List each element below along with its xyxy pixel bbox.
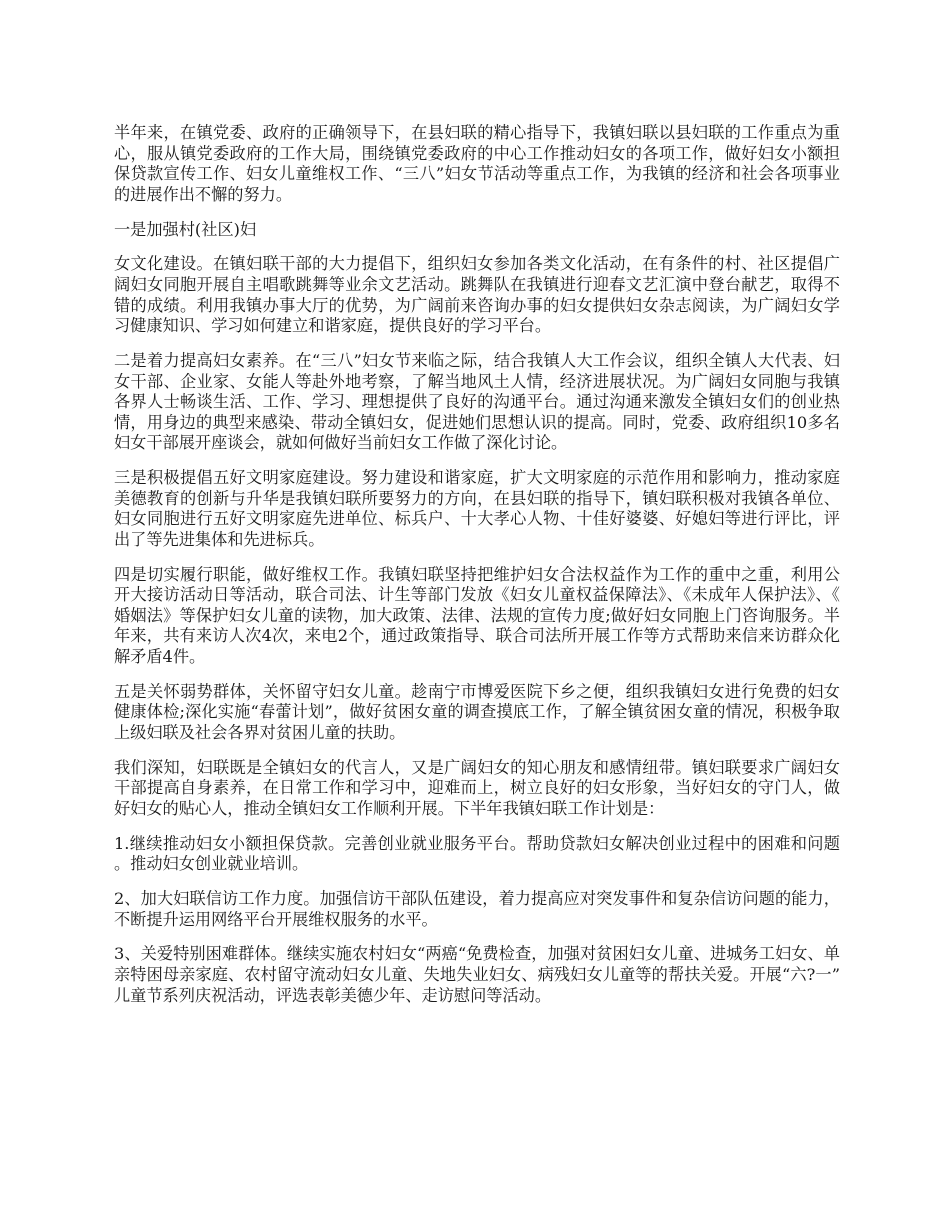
paragraph-summary: 我们深知，妇联既是全镇妇女的代言人，又是广阔妇女的知心朋友和感情纽带。镇妇联要求广阔妇女干部提高自身素养，在日常工作和学习中，迎难而上，树立良好的妇女形象，当好妇女的守门人，做好妇女的贴心人，推动全镇妇女工作顺利开展。下半年我镇妇联工作计划是： <box>114 757 840 818</box>
paragraph-care: 五是关怀弱势群体，关怀留守妇女儿童。趁南宁市博爱医院下乡之便，组织我镇妇女进行免费的妇女健康体检;深化实施“春蕾计划”，做好贫困女童的调查摸底工作，了解全镇贫困女童的情况，积极争取上级妇联及社会各界对贫困儿童的扶助。 <box>114 681 840 742</box>
document-body <box>114 123 840 1020</box>
paragraph-quality: 二是着力提高妇女素养。在“三八”妇女节来临之际，结合我镇人大工作会议，组织全镇人大代表、妇女干部、企业家、女能人等赴外地考察，了解当地风土人情，经济进展状况。为广阔妇女同胞与我镇各界人士畅谈生活、工作、学习、理想提供了良好的沟通平台。通过沟通来激发全镇妇女们的创业热情，用身边的典型来感染、带动全镇妇女，促进她们思想认识的提高。同时，党委、政府组织10多名妇女干部展开座谈会，就如何做好当前妇女工作做了深化讨论。 <box>114 350 840 453</box>
paragraph-family: 三是积极提倡五好文明家庭建设。努力建设和谐家庭，扩大文明家庭的示范作用和影响力，推动家庭美德教育的创新与升华是我镇妇联所要努力的方向，在县妇联的指导下，镇妇联积极对我镇各单位、妇女同胞进行五好文明家庭先进单位、标兵户、十大孝心人物、十佳好婆婆、好媳妇等进行评比，评出了等先进集体和先进标兵。 <box>114 468 840 549</box>
paragraph-rights: 四是切实履行职能，做好维权工作。我镇妇联坚持把维护妇女合法权益作为工作的重中之重，利用公开大接访活动日等活动，联合司法、计生等部门发放《妇女儿童权益保障法》、《未成年人保护法》、《婚姻法》等保护妇女儿童的读物，加大政策、法律、法规的宣传力度;做好妇女同胞上门咨询服务。半年来，共有来访人次4次，来电2个，通过政策指导、联合司法所开展工作等方式帮助来信来访群众化解矛盾4件。 <box>114 564 840 666</box>
paragraph-intro: 半年来，在镇党委、政府的正确领导下，在县妇联的精心指导下，我镇妇联以县妇联的工作重点为重心，服从镇党委政府的工作大局，围绕镇党委政府的中心工作推动妇女的各项工作，做好妇女小额担保贷款宣传工作、妇女儿童维权工作、“三八”妇女节活动等重点工作，为我镇的经济和社会各项事业的进展作出不懈的努力。 <box>114 123 840 204</box>
plan-item-1: 1.继续推动妇女小额担保贷款。完善创业就业服务平台。帮助贷款妇女解决创业过程中的困难和问题。推动妇女创业就业培训。 <box>114 833 840 874</box>
paragraph-heading-one: 一是加强村(社区)妇 <box>114 219 257 239</box>
plan-item-2: 2、加大妇联信访工作力度。加强信访干部队伍建设，着力提高应对突发事件和复杂信访问题的能力，不断提升运用网络平台开展维权服务的水平。 <box>114 889 840 929</box>
plan-item-3: 3、关爱特别困难群体。继续实施农村妇女“两癌“免费检查，加强对贫困妇女儿童、进城务工妇女、单亲特困母亲家庭、农村留守流动妇女儿童、失地失业妇女、病残妇女儿童等的帮扶关爱。开展“六?一”儿童节系列庆祝活动，评选表彰美德少年、走访慰问等活动。 <box>114 944 840 1005</box>
paragraph-culture: 女文化建设。在镇妇联干部的大力提倡下，组织妇女参加各类文化活动，在有条件的村、社区提倡广阔妇女同胞开展自主唱歌跳舞等业余文艺活动。跳舞队在我镇进行迎春文艺汇演中登台献艺，取得不错的成绩。利用我镇办事大厅的优势，为广阔前来咨询办事的妇女提供妇女杂志阅读，为广阔妇女学习健康知识、学习如何建立和谐家庭，提供良好的学习平台。 <box>114 254 840 336</box>
